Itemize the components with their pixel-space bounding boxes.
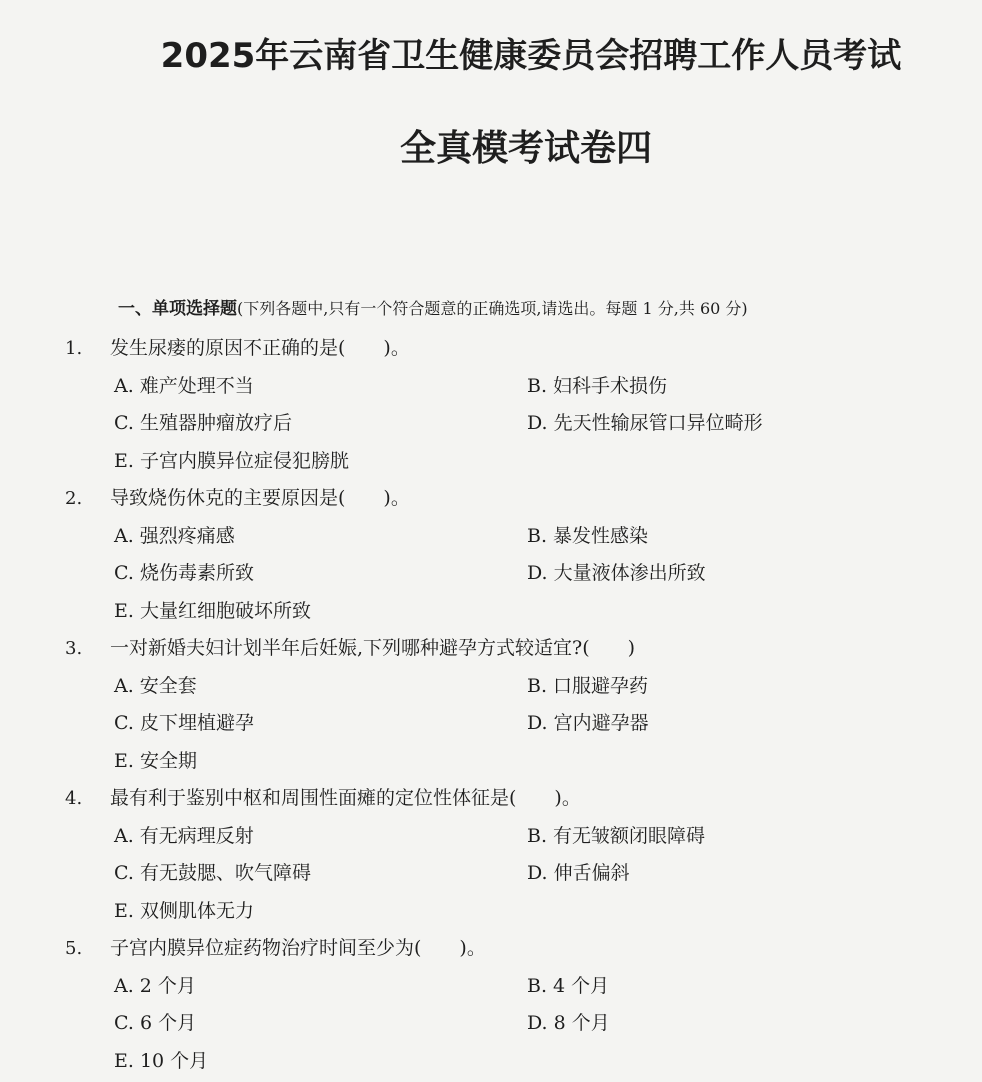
- option-e: E. 双侧肌体无力: [114, 899, 254, 922]
- question-number: 3.: [65, 638, 83, 659]
- option-a: A. 安全套: [114, 674, 197, 697]
- section-title: 一、单项选择题: [118, 299, 237, 319]
- option-d: D. 8 个月: [527, 1012, 610, 1034]
- question-stem: 一对新婚夫妇计划半年后妊娠,下列哪种避孕方式较适宜?( ): [110, 637, 636, 659]
- section-header: [118, 294, 748, 319]
- option-e: E. 子宫内膜异位症侵犯膀胱: [114, 449, 349, 472]
- option-d: D. 先天性输尿管口异位畸形: [527, 412, 763, 434]
- option-c: C. 烧伤毒素所致: [114, 562, 254, 584]
- option-b: B. 4 个月: [527, 974, 610, 997]
- option-a: A. 强烈疼痛感: [114, 524, 235, 547]
- option-d: D. 宫内避孕器: [527, 712, 649, 734]
- section-note: (下列各题中,只有一个符合题意的正确选项,请选出。每题 1 分,共 60 分): [237, 299, 748, 318]
- question-3: [0, 630, 982, 780]
- option-e: E. 10 个月: [114, 1049, 209, 1072]
- option-c: C. 有无鼓腮、吹气障碍: [114, 862, 311, 884]
- option-b: B. 口服避孕药: [527, 674, 649, 697]
- question-number: 4.: [65, 788, 83, 809]
- question-number: 1.: [65, 338, 83, 359]
- option-c: C. 皮下埋植避孕: [114, 712, 254, 734]
- option-e: E. 安全期: [114, 749, 197, 772]
- question-2: [0, 480, 982, 630]
- option-e: E. 大量红细胞破坏所致: [114, 599, 311, 622]
- option-d: D. 大量液体渗出所致: [527, 562, 706, 584]
- option-a: A. 有无病理反射: [114, 824, 254, 847]
- question-5: [0, 930, 982, 1080]
- question-4: [0, 780, 982, 930]
- option-a: A. 2 个月: [114, 974, 196, 997]
- question-stem: 最有利于鉴别中枢和周围性面瘫的定位性体征是( )。: [110, 787, 581, 809]
- exam-title: 2025年云南省卫生健康委员会招聘工作人员考试: [160, 36, 902, 76]
- question-stem: 导致烧伤休克的主要原因是( )。: [110, 487, 410, 509]
- option-c: C. 6 个月: [114, 1012, 197, 1034]
- option-b: B. 有无皱额闭眼障碍: [527, 824, 706, 847]
- question-number: 2.: [65, 488, 83, 509]
- option-a: A. 难产处理不当: [114, 374, 254, 397]
- option-b: B. 妇科手术损伤: [527, 374, 668, 397]
- question-stem: 发生尿瘘的原因不正确的是( )。: [110, 337, 410, 359]
- option-d: D. 伸舌偏斜: [527, 862, 630, 884]
- question-list: [0, 330, 982, 1080]
- question-number: 5.: [65, 938, 83, 959]
- question-1: [0, 330, 982, 480]
- exam-subtitle: 全真模考试卷四: [399, 127, 652, 169]
- question-stem: 子宫内膜异位症药物治疗时间至少为( )。: [110, 937, 486, 959]
- option-b: B. 暴发性感染: [527, 524, 649, 547]
- option-c: C. 生殖器肿瘤放疗后: [114, 412, 292, 434]
